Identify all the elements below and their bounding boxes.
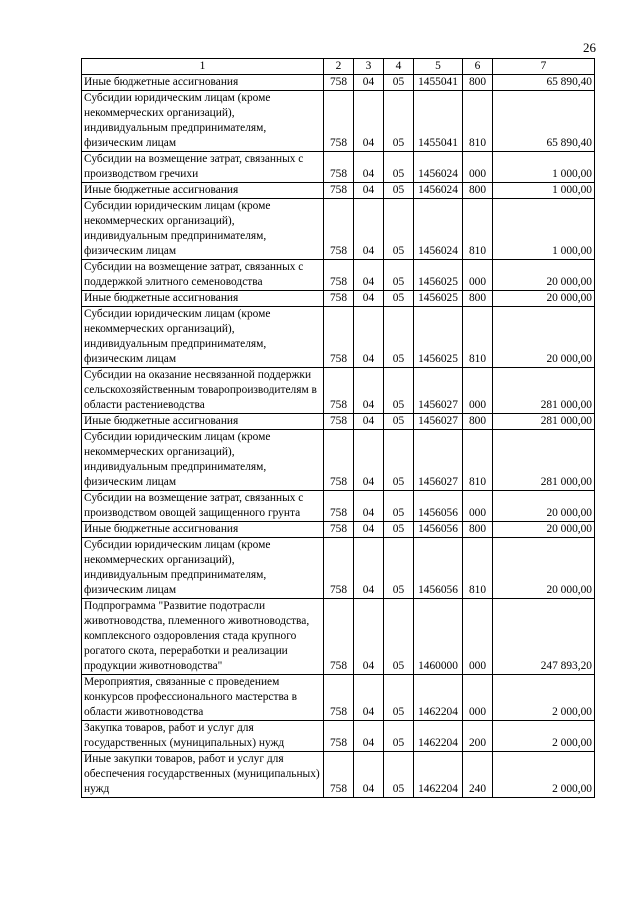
row-target-cell: 1456027 <box>414 414 463 430</box>
row-ministry-cell: 758 <box>324 75 354 91</box>
row-subsection-cell: 05 <box>384 291 414 307</box>
header-cell-6: 6 <box>463 59 493 75</box>
row-name-cell: Субсидии юридическим лицам (кроме некоммерческих организаций), индивидуальным предпринимателям, физическим лицам <box>82 91 324 152</box>
row-section-cell: 04 <box>354 199 384 260</box>
table-row <box>82 430 595 491</box>
row-section-cell: 04 <box>354 414 384 430</box>
row-section-cell: 04 <box>354 599 384 675</box>
table-row <box>82 522 595 538</box>
table-row <box>82 599 595 675</box>
row-type-cell: 000 <box>463 260 493 291</box>
row-target-cell: 1456027 <box>414 430 463 491</box>
row-name-cell: Иные закупки товаров, работ и услуг для обеспечения государственных (муниципальных) нужд <box>82 752 324 798</box>
table-row <box>82 291 595 307</box>
row-name-cell: Субсидии на возмещение затрат, связанных с поддержкой элитного семеноводства <box>82 260 324 291</box>
row-type-cell: 200 <box>463 721 493 752</box>
row-target-cell: 1456027 <box>414 368 463 414</box>
row-ministry-cell: 758 <box>324 675 354 721</box>
row-type-cell: 240 <box>463 752 493 798</box>
row-type-cell: 810 <box>463 199 493 260</box>
row-section-cell: 04 <box>354 152 384 183</box>
row-target-cell: 1456025 <box>414 307 463 368</box>
row-subsection-cell: 05 <box>384 152 414 183</box>
header-row <box>82 59 595 75</box>
table-row <box>82 152 595 183</box>
row-type-cell: 800 <box>463 75 493 91</box>
row-ministry-cell: 758 <box>324 291 354 307</box>
table-row <box>82 260 595 291</box>
row-ministry-cell: 758 <box>324 414 354 430</box>
row-name-cell: Иные бюджетные ассигнования <box>82 183 324 199</box>
row-subsection-cell: 05 <box>384 599 414 675</box>
table-row <box>82 538 595 599</box>
budget-table <box>81 58 595 798</box>
table-row <box>82 183 595 199</box>
row-type-cell: 800 <box>463 183 493 199</box>
row-type-cell: 810 <box>463 307 493 368</box>
row-amount-cell: 20 000,00 <box>493 491 595 522</box>
row-type-cell: 000 <box>463 599 493 675</box>
row-section-cell: 04 <box>354 307 384 368</box>
table-row <box>82 368 595 414</box>
row-target-cell: 1460000 <box>414 599 463 675</box>
row-type-cell: 000 <box>463 491 493 522</box>
row-ministry-cell: 758 <box>324 721 354 752</box>
row-amount-cell: 1 000,00 <box>493 152 595 183</box>
table-row <box>82 307 595 368</box>
row-name-cell: Субсидии юридическим лицам (кроме некоммерческих организаций), индивидуальным предпринимателям, физическим лицам <box>82 538 324 599</box>
row-amount-cell: 1 000,00 <box>493 183 595 199</box>
row-amount-cell: 2 000,00 <box>493 675 595 721</box>
row-amount-cell: 65 890,40 <box>493 75 595 91</box>
row-name-cell: Иные бюджетные ассигнования <box>82 75 324 91</box>
table-row <box>82 752 595 798</box>
row-type-cell: 810 <box>463 538 493 599</box>
row-target-cell: 1456024 <box>414 152 463 183</box>
header-cell-7: 7 <box>493 59 595 75</box>
row-subsection-cell: 05 <box>384 414 414 430</box>
row-type-cell: 800 <box>463 522 493 538</box>
row-subsection-cell: 05 <box>384 491 414 522</box>
row-target-cell: 1462204 <box>414 752 463 798</box>
row-subsection-cell: 05 <box>384 368 414 414</box>
table-row <box>82 414 595 430</box>
row-target-cell: 1456024 <box>414 199 463 260</box>
row-section-cell: 04 <box>354 260 384 291</box>
row-section-cell: 04 <box>354 538 384 599</box>
row-name-cell: Субсидии юридическим лицам (кроме некоммерческих организаций), индивидуальным предпринимателям, физическим лицам <box>82 199 324 260</box>
row-name-cell: Субсидии юридическим лицам (кроме некоммерческих организаций), индивидуальным предпринимателям, физическим лицам <box>82 430 324 491</box>
header-cell-5: 5 <box>414 59 463 75</box>
row-ministry-cell: 758 <box>324 599 354 675</box>
row-target-cell: 1456025 <box>414 291 463 307</box>
row-subsection-cell: 05 <box>384 307 414 368</box>
row-ministry-cell: 758 <box>324 368 354 414</box>
page-number: 26 <box>583 40 596 55</box>
row-amount-cell: 247 893,20 <box>493 599 595 675</box>
row-amount-cell: 281 000,00 <box>493 368 595 414</box>
row-amount-cell: 65 890,40 <box>493 91 595 152</box>
table-row <box>82 75 595 91</box>
row-amount-cell: 20 000,00 <box>493 307 595 368</box>
row-amount-cell: 2 000,00 <box>493 721 595 752</box>
row-subsection-cell: 05 <box>384 675 414 721</box>
header-cell-1: 1 <box>82 59 324 75</box>
row-subsection-cell: 05 <box>384 91 414 152</box>
row-subsection-cell: 05 <box>384 522 414 538</box>
row-ministry-cell: 758 <box>324 538 354 599</box>
row-amount-cell: 20 000,00 <box>493 538 595 599</box>
row-amount-cell: 20 000,00 <box>493 522 595 538</box>
row-ministry-cell: 758 <box>324 91 354 152</box>
row-name-cell: Мероприятия, связанные с проведением конкурсов профессионального мастерства в области животноводства <box>82 675 324 721</box>
row-ministry-cell: 758 <box>324 430 354 491</box>
row-type-cell: 000 <box>463 675 493 721</box>
row-section-cell: 04 <box>354 183 384 199</box>
row-name-cell: Закупка товаров, работ и услуг для государственных (муниципальных) нужд <box>82 721 324 752</box>
row-target-cell: 1455041 <box>414 75 463 91</box>
row-type-cell: 800 <box>463 291 493 307</box>
row-target-cell: 1456056 <box>414 491 463 522</box>
header-cell-2: 2 <box>324 59 354 75</box>
row-section-cell: 04 <box>354 91 384 152</box>
header-cell-3: 3 <box>354 59 384 75</box>
row-type-cell: 000 <box>463 368 493 414</box>
row-section-cell: 04 <box>354 368 384 414</box>
row-subsection-cell: 05 <box>384 183 414 199</box>
row-type-cell: 810 <box>463 430 493 491</box>
row-name-cell: Субсидии на оказание несвязанной поддержки сельскохозяйственным товаропроизводителям в области растениеводства <box>82 368 324 414</box>
row-target-cell: 1456056 <box>414 538 463 599</box>
row-target-cell: 1456025 <box>414 260 463 291</box>
row-ministry-cell: 758 <box>324 260 354 291</box>
row-section-cell: 04 <box>354 675 384 721</box>
row-ministry-cell: 758 <box>324 491 354 522</box>
row-ministry-cell: 758 <box>324 152 354 183</box>
row-section-cell: 04 <box>354 75 384 91</box>
row-subsection-cell: 05 <box>384 199 414 260</box>
row-section-cell: 04 <box>354 522 384 538</box>
row-type-cell: 800 <box>463 414 493 430</box>
row-target-cell: 1456056 <box>414 522 463 538</box>
row-name-cell: Субсидии на возмещение затрат, связанных с производством овощей защищенного грунта <box>82 491 324 522</box>
table-row <box>82 91 595 152</box>
row-subsection-cell: 05 <box>384 721 414 752</box>
row-ministry-cell: 758 <box>324 522 354 538</box>
row-target-cell: 1462204 <box>414 675 463 721</box>
row-ministry-cell: 758 <box>324 752 354 798</box>
row-amount-cell: 2 000,00 <box>493 752 595 798</box>
row-target-cell: 1462204 <box>414 721 463 752</box>
row-amount-cell: 20 000,00 <box>493 291 595 307</box>
row-name-cell: Иные бюджетные ассигнования <box>82 291 324 307</box>
row-ministry-cell: 758 <box>324 183 354 199</box>
row-amount-cell: 20 000,00 <box>493 260 595 291</box>
row-section-cell: 04 <box>354 752 384 798</box>
row-amount-cell: 1 000,00 <box>493 199 595 260</box>
row-ministry-cell: 758 <box>324 199 354 260</box>
row-name-cell: Субсидии на возмещение затрат, связанных с производством гречихи <box>82 152 324 183</box>
row-subsection-cell: 05 <box>384 430 414 491</box>
row-amount-cell: 281 000,00 <box>493 430 595 491</box>
row-name-cell: Субсидии юридическим лицам (кроме некоммерческих организаций), индивидуальным предпринимателям, физическим лицам <box>82 307 324 368</box>
row-target-cell: 1456024 <box>414 183 463 199</box>
row-subsection-cell: 05 <box>384 260 414 291</box>
row-section-cell: 04 <box>354 430 384 491</box>
header-cell-4: 4 <box>384 59 414 75</box>
table-row <box>82 675 595 721</box>
table-row <box>82 199 595 260</box>
row-section-cell: 04 <box>354 291 384 307</box>
row-name-cell: Иные бюджетные ассигнования <box>82 414 324 430</box>
row-subsection-cell: 05 <box>384 75 414 91</box>
table-row <box>82 721 595 752</box>
row-target-cell: 1455041 <box>414 91 463 152</box>
table-row <box>82 491 595 522</box>
row-section-cell: 04 <box>354 721 384 752</box>
row-subsection-cell: 05 <box>384 752 414 798</box>
row-subsection-cell: 05 <box>384 538 414 599</box>
row-type-cell: 810 <box>463 91 493 152</box>
row-type-cell: 000 <box>463 152 493 183</box>
row-ministry-cell: 758 <box>324 307 354 368</box>
row-name-cell: Иные бюджетные ассигнования <box>82 522 324 538</box>
row-name-cell: Подпрограмма "Развитие подотрасли животноводства, племенного животноводства, комплексного оздоровления стада крупного рогатого скота, переработки и реализации продукции животноводства" <box>82 599 324 675</box>
row-amount-cell: 281 000,00 <box>493 414 595 430</box>
row-section-cell: 04 <box>354 491 384 522</box>
